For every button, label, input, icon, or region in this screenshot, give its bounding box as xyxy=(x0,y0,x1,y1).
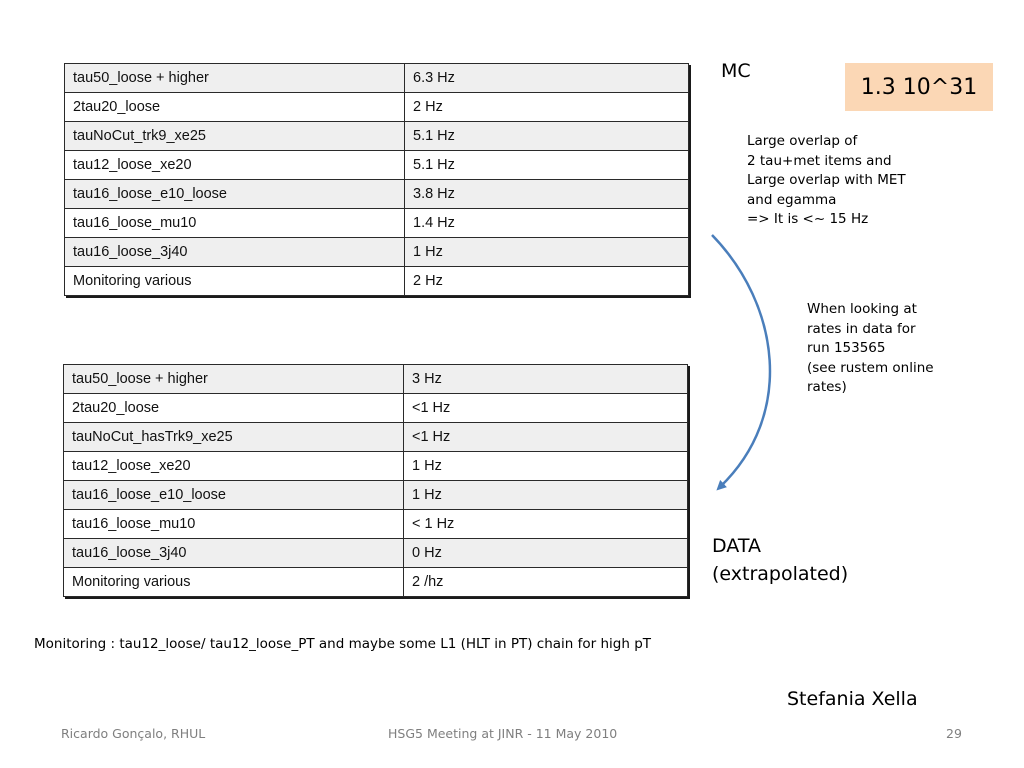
mc-rates-table xyxy=(64,63,689,296)
table-row xyxy=(64,539,688,568)
trigger-cell: Monitoring various xyxy=(65,267,405,296)
table-row xyxy=(64,394,688,423)
mc-label: MC xyxy=(721,60,751,82)
trigger-cell: 2tau20_loose xyxy=(64,394,404,423)
rate-cell: 0 Hz xyxy=(404,539,688,568)
data-label-line: (extrapolated) xyxy=(712,563,849,585)
table-row xyxy=(65,122,689,151)
rate-cell: 1 Hz xyxy=(404,481,688,510)
trigger-cell: tauNoCut_trk9_xe25 xyxy=(65,122,405,151)
table-row xyxy=(64,481,688,510)
trigger-cell: tau16_loose_mu10 xyxy=(64,510,404,539)
overlap-note xyxy=(747,132,906,230)
rate-cell: 1 Hz xyxy=(404,452,688,481)
data-label xyxy=(712,532,848,588)
table-row xyxy=(65,151,689,180)
rate-cell: 6.3 Hz xyxy=(405,64,689,93)
overlap-note-line: 2 tau+met items and xyxy=(747,152,892,169)
rate-cell: 2 /hz xyxy=(404,568,688,597)
table-row xyxy=(64,510,688,539)
data-note-line: rates in data for xyxy=(807,320,916,337)
trigger-cell: tau16_loose_3j40 xyxy=(64,539,404,568)
trigger-cell: Monitoring various xyxy=(64,568,404,597)
rate-cell: 5.1 Hz xyxy=(405,151,689,180)
table-row xyxy=(64,568,688,597)
rate-cell: 1 Hz xyxy=(405,238,689,267)
luminosity-box: 1.3 10^31 xyxy=(845,63,993,111)
trigger-cell: tau50_loose + higher xyxy=(64,365,404,394)
trigger-cell: tau12_loose_xe20 xyxy=(65,151,405,180)
data-note-line: run 153565 xyxy=(807,340,886,356)
footer-meeting: HSG5 Meeting at JINR - 11 May 2010 xyxy=(388,726,618,741)
rate-cell: <1 Hz xyxy=(404,394,688,423)
data-note-line: rates) xyxy=(807,379,847,395)
rate-cell: 2 Hz xyxy=(405,93,689,122)
table-row xyxy=(65,93,689,122)
rate-cell: 2 Hz xyxy=(405,267,689,296)
curved-arrow-icon xyxy=(700,225,790,505)
table-row xyxy=(64,365,688,394)
data-rates-note xyxy=(807,300,934,398)
trigger-cell: tau16_loose_mu10 xyxy=(65,209,405,238)
trigger-cell: tau50_loose + higher xyxy=(65,64,405,93)
trigger-cell: 2tau20_loose xyxy=(65,93,405,122)
overlap-note-line: Large overlap of xyxy=(747,133,858,149)
table-row xyxy=(64,423,688,452)
data-note-line: When looking at xyxy=(807,301,917,317)
overlap-note-line: Large overlap with MET xyxy=(747,172,906,188)
author-name: Stefania Xella xyxy=(787,688,918,710)
rate-cell: 3 Hz xyxy=(404,365,688,394)
table-row xyxy=(64,452,688,481)
rate-cell: 3.8 Hz xyxy=(405,180,689,209)
table-row xyxy=(65,64,689,93)
table-row xyxy=(65,267,689,296)
trigger-cell: tau16_loose_3j40 xyxy=(65,238,405,267)
trigger-cell: tau12_loose_xe20 xyxy=(64,452,404,481)
trigger-cell: tau16_loose_e10_loose xyxy=(65,180,405,209)
rate-cell: 5.1 Hz xyxy=(405,122,689,151)
footer-presenter: Ricardo Gonçalo, RHUL xyxy=(61,726,206,741)
data-note-line: (see rustem online xyxy=(807,359,934,376)
overlap-note-line: => It is <~ 15 Hz xyxy=(747,211,869,227)
monitoring-line: Monitoring : tau12_loose/ tau12_loose_PT and maybe some L1 (HLT in PT) chain for high pT xyxy=(34,636,652,652)
rate-cell: 1.4 Hz xyxy=(405,209,689,238)
table-row xyxy=(65,238,689,267)
data-label-line: DATA xyxy=(712,535,761,557)
trigger-cell: tau16_loose_e10_loose xyxy=(64,481,404,510)
rate-cell: <1 Hz xyxy=(404,423,688,452)
data-rates-table xyxy=(63,364,688,597)
trigger-cell: tauNoCut_hasTrk9_xe25 xyxy=(64,423,404,452)
table-row xyxy=(65,180,689,209)
table-row xyxy=(65,209,689,238)
rate-cell: < 1 Hz xyxy=(404,510,688,539)
page-number: 29 xyxy=(946,726,962,741)
overlap-note-line: and egamma xyxy=(747,191,837,208)
